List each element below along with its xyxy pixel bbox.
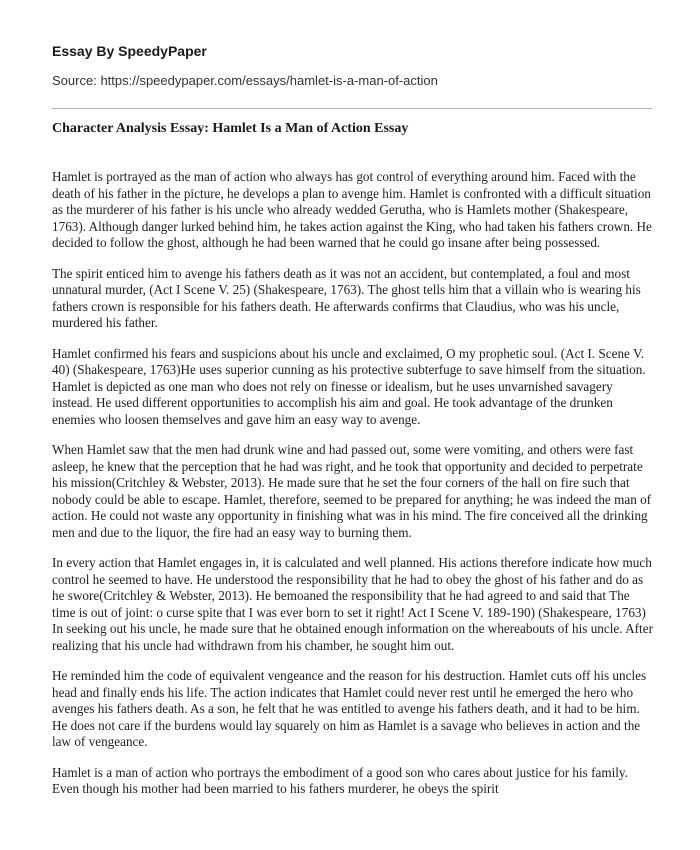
essay-paragraph: In every action that Hamlet engages in, it is calculated and well planned. His actions therefore indicate how much control he seemed to have. He understood the responsibility that he had to obey the ghost of his father and do as he swore(Critchley & Webster, 2013). He bemoaned the responsibility that he had agreed to and said that The time is out of joint: o curse spite that I was ever born to set it right! Act I Scene V. 189-190) (Shakespeare, 1763) In seeking out his uncle, he made sure that he obtained enough information on the whereabouts of his uncle. After realizing that his uncle had withdrawn from his chamber, he sought him out. xyxy=(52,555,653,653)
essay-paragraph: Hamlet is a man of action who portrays the embodiment of a good son who cares about justice for his family. Even though his mother had been married to his fathers murderer, he obeys the spirit xyxy=(52,764,628,796)
essay-paragraph: He reminded him the code of equivalent vengeance and the reason for his destruction. Hamlet cuts off his uncles head and finally ends his life. The action indicates that Hamlet could never rest until he emerged the hero who avenges his fathers death. As a son, he felt that he was entitled to avenge his fathers death, and it had to be him. He does not care if the burdens would lay squarely on him as Hamlet is a savage who believes in action and the law of vengeance. xyxy=(52,668,647,749)
essay-paragraph: The spirit enticed him to avenge his fathers death as it was not an accident, but contemplated, a foul and most unnatural murder, (Act I Scene V. 25) (Shakespeare, 1763). The ghost tells him that a villain who is wearing his fathers crown is responsible for his fathers death. He afterwards confirms that Claudius, who was his uncle, murdered his father. xyxy=(52,265,641,330)
essay-paragraph: Hamlet is portrayed as the man of action who always has got control of everything around him. Faced with the death of his father in the picture, he develops a plan to avenge him. Hamlet is confronted with a difficult situation as the murderer of his father is his uncle who already wedded Gerutha, who is Hamlets mother (Shakespeare, 1763). Although danger lurked behind him, he takes action against the King, who had taken his fathers crown. He decided to follow the ghost, although he had been warned that he could go insane after being possessed. xyxy=(52,169,652,250)
essay-body xyxy=(52,169,656,812)
essay-title: Character Analysis Essay: Hamlet Is a Man of Action Essay xyxy=(52,121,409,136)
essay-paragraph: When Hamlet saw that the men had drunk wine and had passed out, some were vomiting, and others were fast asleep, he knew that the perception that he had was right, and he took that opportunity and decided to perpetrate his mission(Critchley & Webster, 2013). He made sure that he set the four corners of the hall on fire such that nobody could be able to escape. Hamlet, therefore, seemed to be prepared for anything; he was indeed the man of action. He could not waste any opportunity in finishing what was in his mind. The fire conceived all the drinking men and due to the liquor, the fire had an easy way to burning them. xyxy=(52,442,652,540)
essay-paragraph: Hamlet confirmed his fears and suspicions about his uncle and exclaimed, O my prophetic soul. (Act I. Scene V. 40) (Shakespeare, 1763)He uses superior cunning as his protective subterfuge to save himself from the situation. Hamlet is depicted as one man who does not rely on finesse or idealism, but he uses unvarnished savagery instead. He used different opportunities to accomplish his aim and goal. He took advantage of the drunken enemies who loosen themselves and gave him an easy way to avenge. xyxy=(52,345,646,427)
source-label: Source: xyxy=(52,73,97,88)
source-url: https://speedypaper.com/essays/hamlet-is-a-man-of-action xyxy=(100,73,438,88)
header-divider xyxy=(52,108,652,109)
site-title: Essay By SpeedyPaper xyxy=(52,43,207,59)
source-line xyxy=(52,73,438,88)
